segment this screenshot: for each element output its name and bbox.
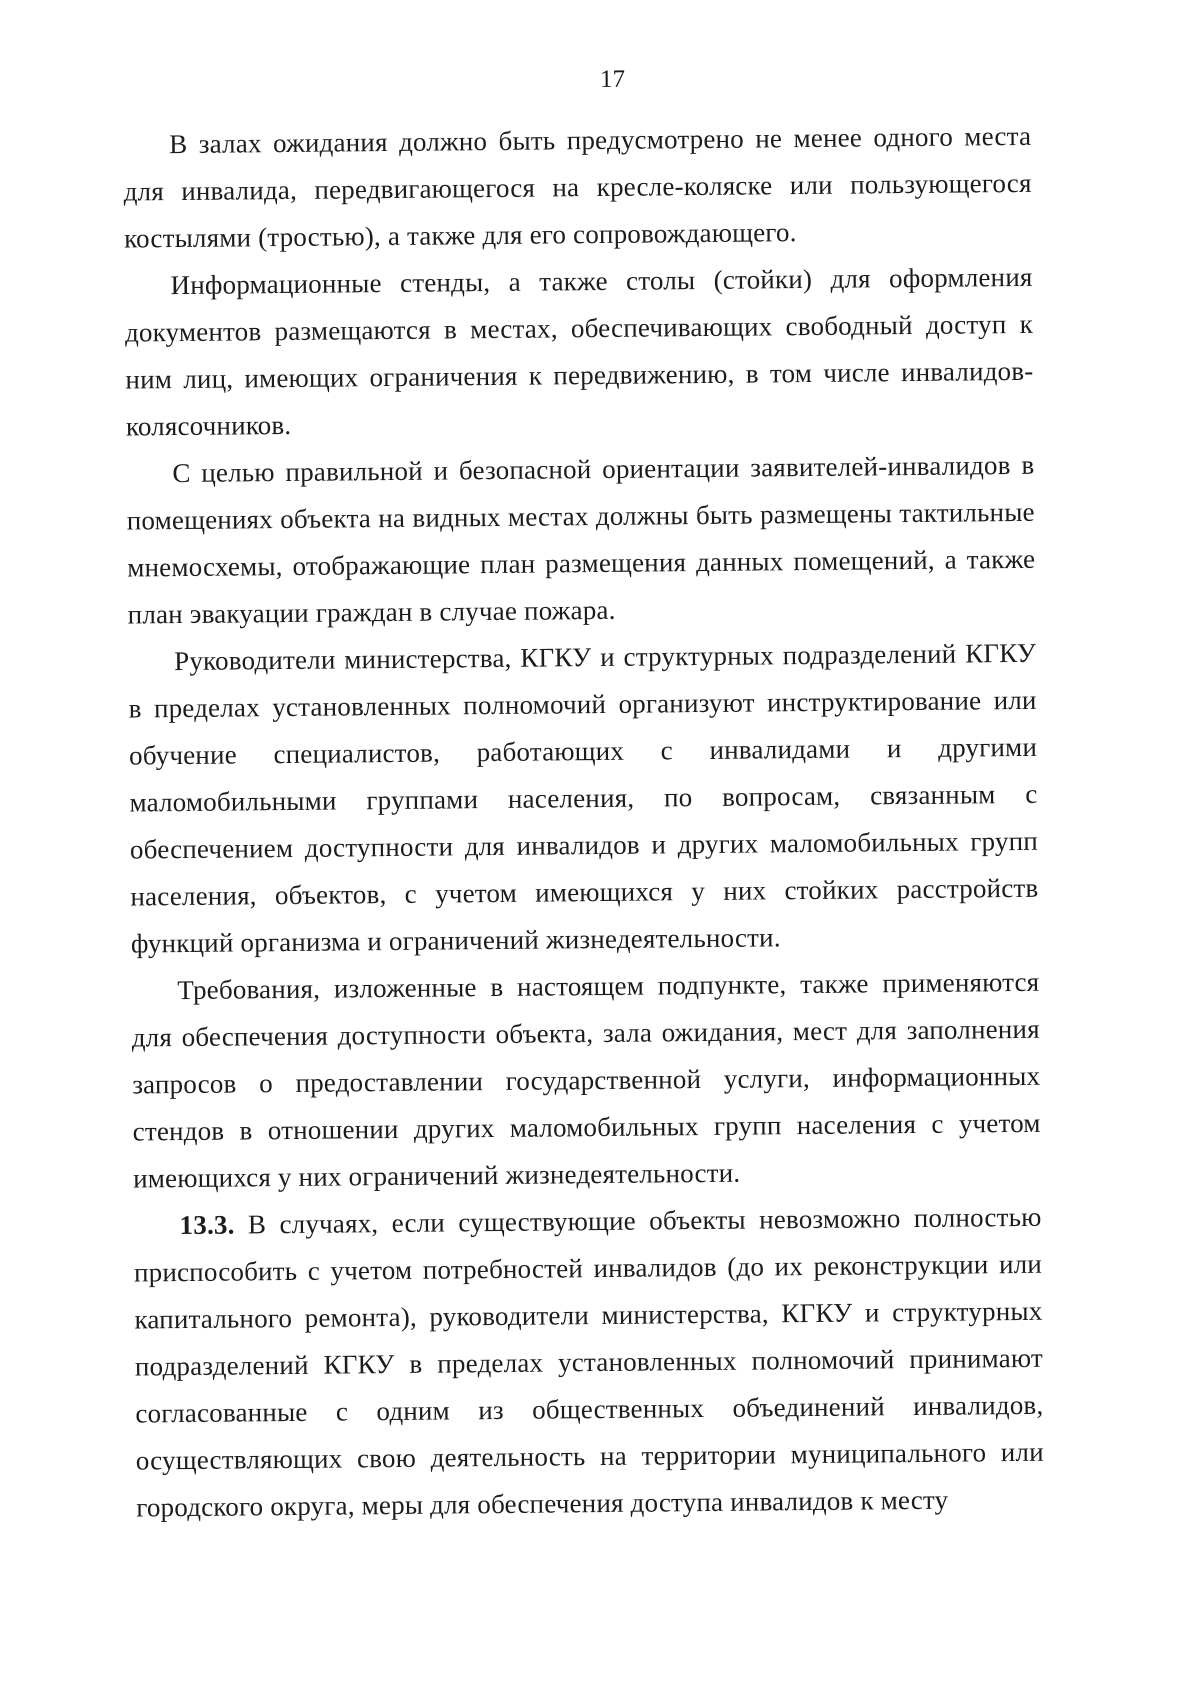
page-number: 17	[599, 65, 626, 93]
paragraph-section-13-3	[133, 1194, 1044, 1532]
paragraph-waiting-halls: В залах ожидания должно быть предусмотрено не менее одного места для инвалида, передвигающегося на кресле-коляске или пользующегося костылями (тростью), а также для его сопровождающего.	[123, 120, 1032, 254]
paragraph-info-stands: Информационные стенды, а также столы (стойки) для оформления документов размещаются в местах, обеспечивающих свободный доступ к ним лиц, имеющих ограничения к передвижению, в том числе инвалидов-колясочников.	[124, 261, 1034, 442]
section-number: 13.3.	[179, 1209, 235, 1241]
document-body	[123, 113, 1044, 1532]
paragraph-tactile-schemes: С целью правильной и безопасной ориентации заявителей-инвалидов в помещениях объекта на видных местах должны быть размещены тактильные мнемосхемы, отображающие план размещения данных помещений, а также план эвакуации граждан в случае пожара.	[126, 449, 1036, 630]
section-text: В случаях, если существующие объекты невозможно полностью приспособить с учетом потребностей инвалидов (до их реконструкции или капитального ремонта), руководители министерства, КГКУ и структурных подразделений КГКУ в пределах установленных полномочий принимают согласованные с одним из общественных объединений инвалидов, осуществляющих свою деятельность на территории муниципального или городского округа, меры для обеспечения доступа инвалидов к месту	[133, 1201, 1044, 1523]
paragraph-requirements: Требования, изложенные в настоящем подпункте, также применяются для обеспечения доступности объекта, зала ожидания, мест для заполнения запросов о предоставлении государственной услуги, информационных стендов в отношении других маломобильных групп населения с учетом имеющихся у них ограничений жизнедеятельности.	[131, 966, 1041, 1194]
paragraph-staff-training: Руководители министерства, КГКУ и структурных подразделений КГКУ в пределах установленных полномочий организуют инструктирование или обучение специалистов, работающих с инвалидами и другими маломобильными группами населения, по вопросам, связанным с обеспечением доступности для инвалидов и других маломобильных групп населения, объектов, с учетом имеющихся у них стойких расстройств функций организма и ограничений жизнедеятельности.	[128, 637, 1039, 959]
